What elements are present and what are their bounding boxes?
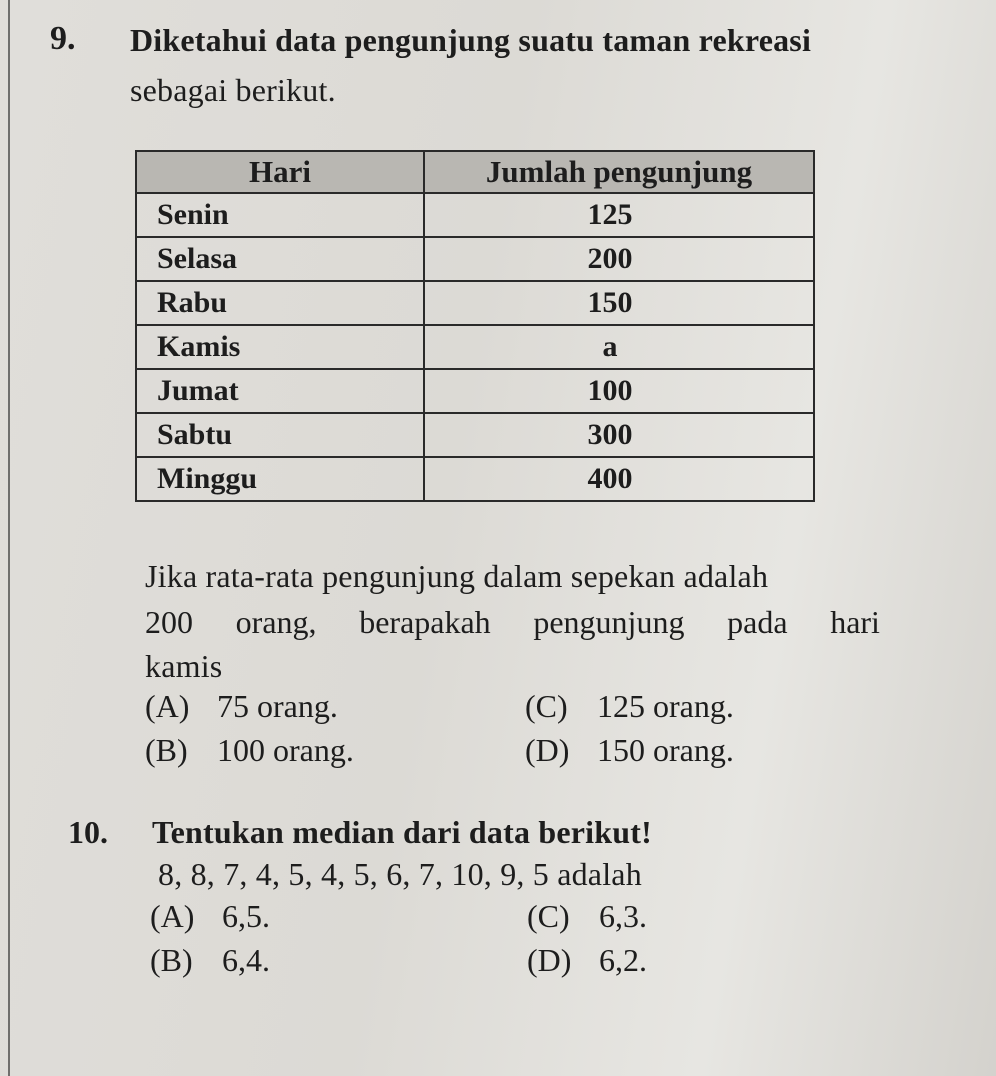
option-text: 100 orang.	[217, 732, 354, 768]
table-header-day: Hari	[136, 151, 424, 193]
table-cell-count: 125	[424, 193, 814, 237]
question-9-word: orang,	[235, 604, 317, 640]
option-label: (C)	[525, 688, 568, 724]
table-header-count: Jumlah pengunjung	[424, 151, 814, 193]
table-cell-count: 150	[424, 281, 814, 325]
table-row	[136, 325, 814, 369]
question-9-word: pada	[727, 604, 788, 640]
table-cell-day: Minggu	[136, 457, 424, 501]
question-10-number: 10.	[68, 814, 108, 850]
table-cell-count: 300	[424, 413, 814, 457]
table-cell-day: Rabu	[136, 281, 424, 325]
table-cell-count: 400	[424, 457, 814, 501]
table-header-row	[136, 151, 814, 193]
question-10-option-b[interactable]	[150, 942, 270, 979]
visitor-table	[135, 150, 815, 502]
table-cell-day: Sabtu	[136, 413, 424, 457]
question-9-intro-line-2: sebagai berikut.	[130, 72, 336, 108]
option-label: (B)	[145, 732, 188, 768]
question-9-option-b[interactable]	[145, 732, 354, 769]
option-text: 6,2.	[599, 942, 647, 978]
question-9-text-line-2	[145, 604, 880, 641]
table-row	[136, 369, 814, 413]
question-9-word: berapakah	[359, 604, 491, 640]
table-cell-day: Senin	[136, 193, 424, 237]
option-label: (B)	[150, 942, 193, 978]
table-cell-count: a	[424, 325, 814, 369]
table-cell-day: Jumat	[136, 369, 424, 413]
question-10-option-c[interactable]	[527, 898, 647, 935]
question-10-text: Tentukan median dari data berikut!	[152, 814, 652, 850]
table-row	[136, 281, 814, 325]
table-row	[136, 237, 814, 281]
option-label: (D)	[527, 942, 572, 978]
question-9-option-a[interactable]	[145, 688, 338, 725]
table-cell-day: Kamis	[136, 325, 424, 369]
question-9-option-c[interactable]	[525, 688, 734, 725]
option-text: 6,5.	[222, 898, 270, 934]
question-10-data: 8, 8, 7, 4, 5, 4, 5, 6, 7, 10, 9, 5 adalah	[158, 856, 642, 892]
question-9-number: 9.	[50, 20, 76, 57]
table-row	[136, 193, 814, 237]
question-9-word: 200	[145, 604, 193, 640]
question-9-word: hari	[830, 604, 880, 640]
table-row	[136, 413, 814, 457]
option-text: 125 orang.	[597, 688, 734, 724]
table-row	[136, 457, 814, 501]
table-cell-day: Selasa	[136, 237, 424, 281]
option-label: (A)	[150, 898, 195, 934]
option-label: (D)	[525, 732, 570, 768]
question-9-option-d[interactable]	[525, 732, 734, 769]
table-cell-count: 100	[424, 369, 814, 413]
page-left-edge	[8, 0, 10, 1076]
option-label: (C)	[527, 898, 570, 934]
option-text: 6,4.	[222, 942, 270, 978]
table-cell-count: 200	[424, 237, 814, 281]
question-10-option-d[interactable]	[527, 942, 647, 979]
question-9-text-line-3: kamis	[145, 648, 223, 684]
question-9-word: pengunjung	[533, 604, 685, 640]
option-text: 75 orang.	[217, 688, 338, 724]
question-9-text-line-1: Jika rata-rata pengunjung dalam sepekan adalah	[145, 558, 769, 594]
option-label: (A)	[145, 688, 190, 724]
question-9-intro-line-1: Diketahui data pengunjung suatu taman rekreasi	[130, 22, 812, 58]
question-10-option-a[interactable]	[150, 898, 270, 935]
option-text: 150 orang.	[597, 732, 734, 768]
option-text: 6,3.	[599, 898, 647, 934]
